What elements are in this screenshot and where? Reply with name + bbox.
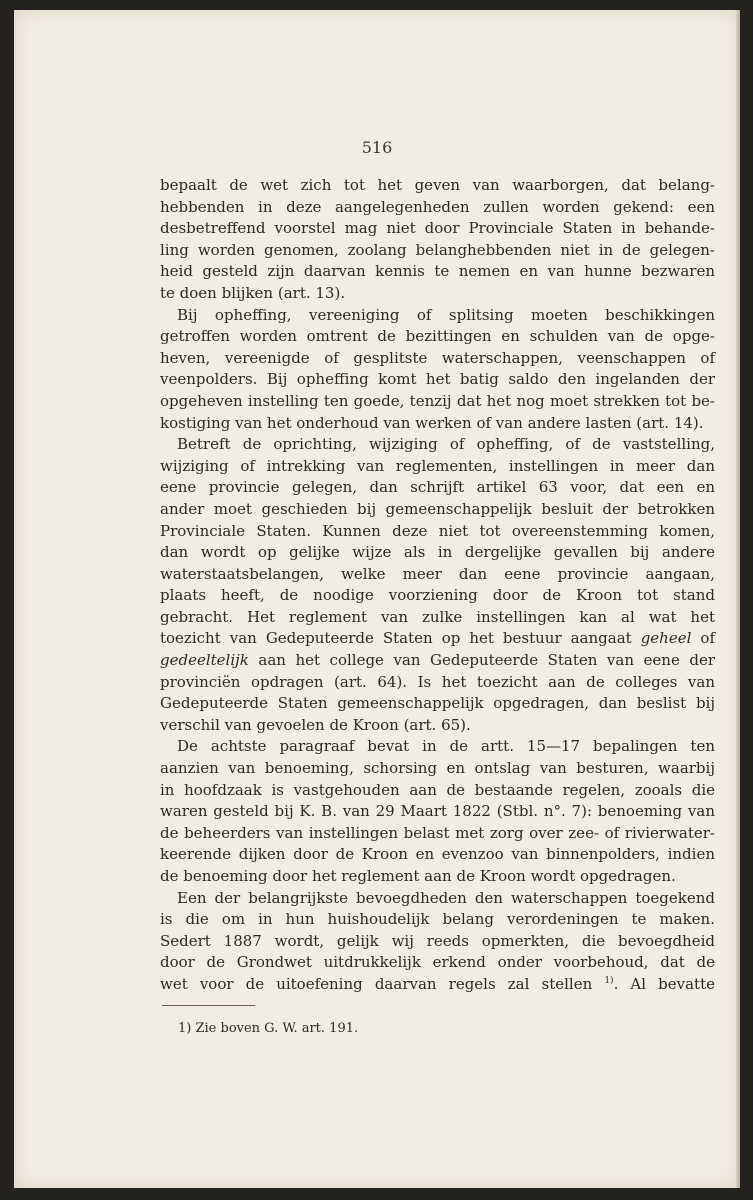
text-line: hebbenden in deze aangelegenheden zullen worden gekend: een: [160, 197, 715, 216]
text-line: De achtste paragraaf bevat in de artt. 15—17 bepalingen ten: [177, 737, 715, 756]
text-line: desbetreffend voorstel mag niet door Provinciale Staten in behande-: [160, 219, 715, 238]
text-fragment: toezicht van Gedeputeerde Staten op het bestuur aangaat: [160, 629, 641, 648]
footnote-divider: [162, 1005, 255, 1006]
text-line: veenpolders. Bij opheffing komt het batig saldo den ingelanden der: [160, 370, 715, 389]
text-fragment: . Al bevatte: [613, 974, 715, 993]
text-line: bepaalt de wet zich tot het geven van waarborgen, dat belang-: [160, 176, 715, 194]
text-line: dan wordt op gelijke wijze als in dergelijke gevallen bij andere: [160, 543, 715, 562]
text-line: opgeheven instelling ten goede, tenzij dat het nog moet strekken tot be-: [160, 391, 715, 410]
text-line: getroffen worden omtrent de bezittingen en schulden van de opge-: [160, 327, 715, 346]
text-line: in hoofdzaak is vastgehouden aan de bestaande regelen, zooals die: [160, 780, 715, 799]
paragraph-5: [160, 888, 715, 996]
text-line: keerende dijken door de Kroon en evenzoo van binnenpolders, indien: [160, 845, 715, 864]
text-line: heven, vereenigde of gesplitste waterschappen, veenschappen of: [160, 348, 715, 367]
text-line: ander moet geschieden bij gemeenschappelijk besluit der betrokken: [160, 499, 715, 518]
footnote-reference: 1): [604, 975, 614, 986]
paragraph-3: [160, 434, 715, 736]
paragraph-1: [160, 175, 715, 305]
text-line-with-italic: [160, 628, 715, 650]
text-line: waren gesteld bij K. B. van 29 Maart 1822 (Stbl. n°. 7): benoeming van: [160, 802, 715, 821]
italic-phrase: geheel: [640, 629, 692, 648]
text-line: is die om in hun huishoudelijk belang verordeningen te maken.: [160, 910, 715, 929]
text-line: verschil van gevoelen de Kroon (art. 65).: [160, 715, 471, 734]
text-line: wijziging of intrekking van reglementen, instellingen in meer dan: [160, 456, 715, 475]
text-line: de benoeming door het reglement aan de Kroon wordt opgedragen.: [160, 867, 676, 885]
text-line: heid gesteld zijn daarvan kennis te nemen en van hunne bezwaren: [160, 262, 715, 281]
text-line: provinciën opdragen (art. 64). Is het toezicht aan de colleges van: [160, 672, 715, 691]
text-line: kostiging van het onderhoud van werken of van andere lasten (art. 14).: [160, 413, 704, 432]
footnote: 1) Zie boven G. W. art. 191.: [178, 1021, 359, 1036]
text-line: waterstaatsbelangen, welke meer dan eene provincie aangaan,: [160, 564, 715, 583]
book-page: [14, 10, 740, 1188]
text-line: aanzien van benoeming, schorsing en ontslag van besturen, waarbij: [160, 759, 715, 778]
text-line: Gedeputeerde Staten gemeenschappelijk opgedragen, dan beslist bij: [160, 694, 715, 713]
text-line-with-footnote-ref: [160, 974, 715, 996]
text-line: gebracht. Het reglement van zulke instellingen kan al wat het: [160, 607, 715, 626]
text-fragment: of: [691, 629, 715, 648]
text-line: Provinciale Staten. Kunnen deze niet tot overeenstemming komen,: [160, 521, 715, 540]
text-line: eene provincie gelegen, dan schrijft artikel 63 voor, dat een en: [160, 478, 715, 497]
paragraph-4: [160, 736, 715, 887]
text-line: plaats heeft, de noodige voorziening door de Kroon tot stand: [160, 586, 715, 605]
text-line: de beheerders van instellingen belast met zorg over zee- of rivierwater-: [160, 823, 715, 842]
text-line: Een der belangrijkste bevoegdheden den waterschappen toegekend: [177, 888, 715, 907]
text-line: ling worden genomen, zoolang belanghebbenden niet in de gelegen-: [160, 240, 715, 259]
italic-phrase: gedeeltelijk: [160, 651, 249, 670]
text-line: Sedert 1887 wordt, gelijk wij reeds opmerkten, die bevoegdheid: [160, 931, 715, 950]
text-fragment: wet voor de uitoefening daarvan regels zal stellen: [160, 974, 605, 993]
body-text: [160, 175, 715, 996]
paragraph-2: [160, 305, 715, 435]
text-line-with-italic: [160, 650, 715, 672]
text-line: Bij opheffing, vereeniging of splitsing moeten beschikkingen: [177, 305, 715, 324]
page-edge: [736, 10, 740, 1188]
text-line: Betreft de oprichting, wijziging of opheffing, of de vaststelling,: [177, 435, 715, 454]
text-fragment: aan het college van Gedeputeerde Staten van eene der: [258, 651, 715, 670]
text-line: te doen blijken (art. 13).: [160, 283, 346, 302]
page-number: 516: [361, 138, 393, 157]
text-line: door de Grondwet uitdrukkelijk erkend onder voorbehoud, dat de: [160, 953, 715, 972]
